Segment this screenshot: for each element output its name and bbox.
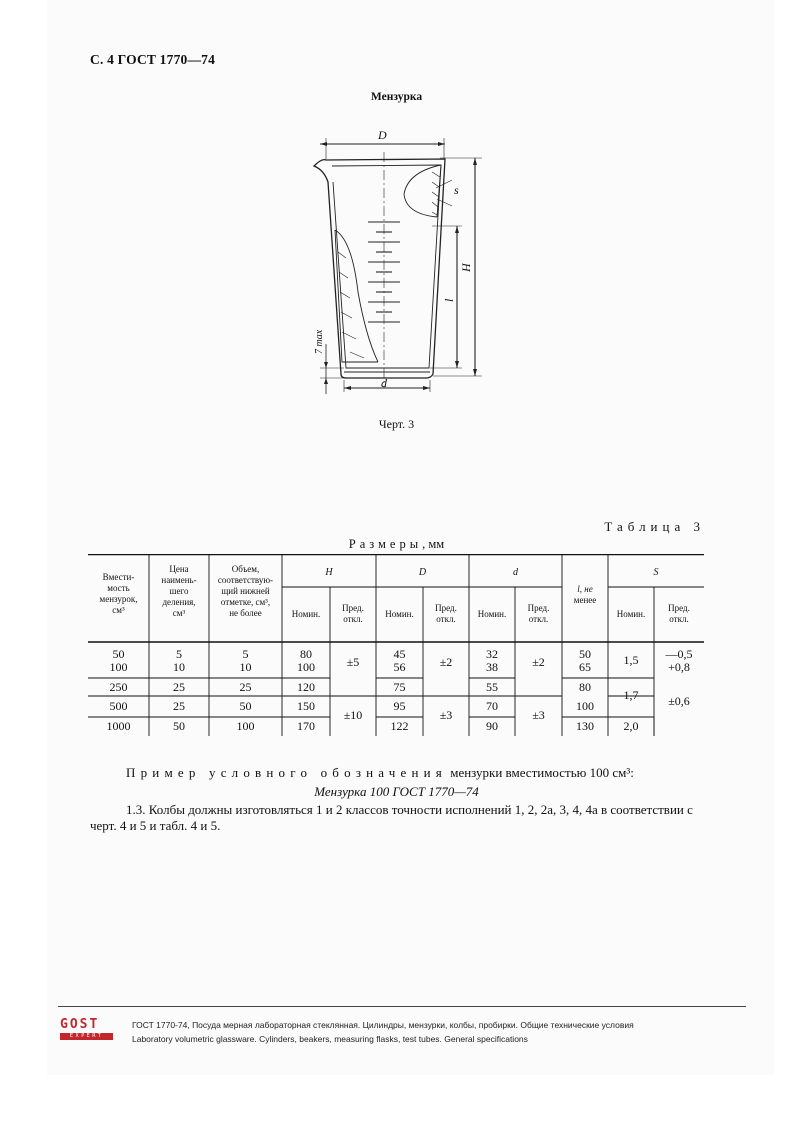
header-H-nom: Номин. xyxy=(291,609,321,619)
header-S-tol: Пред. откл. xyxy=(668,603,690,624)
dimensions-table xyxy=(88,554,704,736)
page-header: С. 4 ГОСТ 1770—74 xyxy=(90,52,216,67)
logo-subtext: EXPERT xyxy=(60,1033,113,1040)
label-l: l xyxy=(442,298,456,302)
table-cell: 2,0 xyxy=(623,719,639,733)
table-cell: 500 xyxy=(109,699,128,713)
table-cell: 130 xyxy=(576,719,594,733)
table-cell: 25 xyxy=(173,699,185,713)
table-cell: ±3 xyxy=(532,708,545,722)
footer-line-ru: ГОСТ 1770-74, Посуда мерная лабораторная стеклянная. Цилиндры, мензурки, колбы, пробирки. Общие технические условия xyxy=(132,1020,634,1030)
table-cell: 5 10 xyxy=(173,647,185,674)
table-cell: ±3 xyxy=(439,708,453,722)
table-cell: 1000 xyxy=(106,719,131,733)
table-cell: 95 xyxy=(393,699,406,713)
label-d: d xyxy=(381,376,387,390)
header-D-nom: Номин. xyxy=(385,609,414,619)
footer-divider xyxy=(58,1006,746,1007)
label-s: s xyxy=(454,183,459,197)
label-H: H xyxy=(459,263,473,272)
header-l: l, не менее xyxy=(573,584,597,605)
table-cell: 70 xyxy=(486,699,498,713)
table-cell: 120 xyxy=(297,680,315,694)
header-division: Цена наимень- шего деления, см³ xyxy=(161,564,197,618)
table-cell: 50 65 xyxy=(579,647,591,674)
table-cell: ±0,6 xyxy=(668,694,690,708)
table-cell: 50 100 xyxy=(109,647,128,674)
label-D: D xyxy=(378,128,387,142)
footer-text xyxy=(132,1018,634,1046)
table-cell: 100 xyxy=(236,719,255,733)
table-cell: 150 xyxy=(297,699,315,713)
table-cell: 1,7 xyxy=(623,688,639,702)
figure-title: Мензурка xyxy=(370,91,423,103)
table-label: Таблица 3 xyxy=(604,519,705,534)
header-d: d xyxy=(513,567,518,578)
table-cell: 100 xyxy=(576,699,594,713)
designation-example xyxy=(126,765,634,781)
table-cell: 25 xyxy=(173,680,185,694)
table-cell: 50 xyxy=(173,719,185,733)
dims-unit: , мм xyxy=(422,537,445,551)
header-S: S xyxy=(653,567,659,578)
example-spaced: Пример условного обозначения xyxy=(126,765,447,780)
header-D-tol: Пред. откл. xyxy=(435,603,457,624)
table-cell: 170 xyxy=(297,719,315,733)
table-cell: 32 38 xyxy=(486,647,498,674)
table-cell: 250 xyxy=(109,680,128,694)
table-cell: 50 xyxy=(239,699,252,713)
table-cell: 25 xyxy=(239,680,252,694)
figure-caption: Черт. 3 xyxy=(378,417,415,431)
table-cell: ±2 xyxy=(532,655,545,669)
paragraph-1-3: 1.3. Колбы должны изготовляться 1 и 2 классов точности исполнений 1, 2, 2а, 3, 4, 4а в соответствии с черт. 4 и 5 и табл. 4 и 5. xyxy=(90,802,693,833)
gost-expert-logo xyxy=(60,1018,115,1042)
table-cell: 55 xyxy=(486,680,498,694)
header-D: D xyxy=(418,567,427,578)
header-H-tol: Пред. откл. xyxy=(342,603,364,624)
beaker-drawing xyxy=(300,122,500,402)
table-cell: 80 100 xyxy=(297,647,315,674)
table-cell: —0,5 +0,8 xyxy=(665,647,693,674)
table-cell: 45 56 xyxy=(393,647,406,674)
header-d-tol: Пред. откл. xyxy=(527,603,550,624)
header-S-nom: Номин. xyxy=(616,609,646,619)
header-d-nom: Номин. xyxy=(477,609,507,619)
footer-line-en: Laboratory volumetric glassware. Cylinders, beakers, measuring flasks, test tubes. General specifications xyxy=(132,1034,528,1044)
label-7max: 7 max xyxy=(314,329,325,354)
table-cell: ±10 xyxy=(343,708,363,722)
designation-name: Мензурка 100 ГОСТ 1770—74 xyxy=(314,784,479,799)
example-rest: мензурки вместимостью 100 см³: xyxy=(446,765,634,780)
header-capacity: Вмести- мость мензурок, см³ xyxy=(99,572,138,615)
logo-text: GOST xyxy=(60,1017,100,1032)
header-H: H xyxy=(325,567,333,578)
dims-title xyxy=(0,537,793,552)
table-cell: 5 10 xyxy=(239,647,252,674)
table-cell: ±2 xyxy=(439,655,453,669)
table-cell: ±5 xyxy=(346,655,360,669)
dims-word: Размеры xyxy=(348,537,423,551)
table-cell: 80 xyxy=(579,680,591,694)
table-cell: 1,5 xyxy=(623,653,639,667)
table-cell: 122 xyxy=(390,719,409,733)
header-volume: Объем, соответствую- щий нижней отметке, см³, не более xyxy=(217,564,274,618)
table-cell: 75 xyxy=(393,680,406,694)
table-cell: 90 xyxy=(486,719,498,733)
